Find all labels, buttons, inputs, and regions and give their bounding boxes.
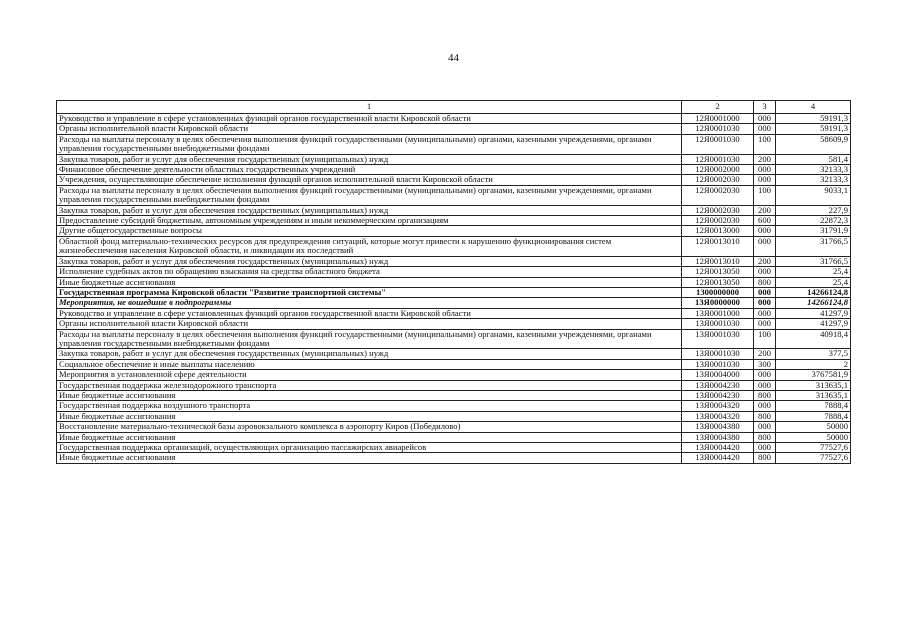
- row-amount-cell: 77527,6: [776, 443, 851, 453]
- row-amount-cell: 22872,3: [776, 216, 851, 226]
- table-row: [57, 175, 851, 185]
- table-row: [57, 349, 851, 359]
- row-name-cell: Предоставление субсидий бюджетным, автономным учреждениям и иным некоммерческим организациям: [57, 216, 682, 226]
- row-amount-cell: 77527,6: [776, 453, 851, 463]
- table-row: [57, 165, 851, 175]
- row-amount-cell: 50000: [776, 422, 851, 432]
- row-name-cell: Руководство и управление в сфере установленных функций органов государственной власти Кировской области: [57, 114, 682, 124]
- row-amount-cell: 59191,3: [776, 114, 851, 124]
- row-amount-cell: 41297,9: [776, 308, 851, 318]
- table-row: [57, 216, 851, 226]
- row-vr-cell: 000: [754, 267, 776, 277]
- row-amount-cell: 313635,1: [776, 380, 851, 390]
- page-number: 44: [448, 52, 459, 64]
- row-name-cell: Социальное обеспечение и иные выплаты населению: [57, 359, 682, 369]
- row-code-cell: 13Я0004320: [682, 401, 754, 411]
- row-amount-cell: 7888,4: [776, 411, 851, 421]
- row-amount-cell: 32133,3: [776, 175, 851, 185]
- row-code-cell: 13Я0001030: [682, 349, 754, 359]
- table-row: [57, 124, 851, 134]
- row-vr-cell: 000: [754, 226, 776, 236]
- row-name-cell: Иные бюджетные ассигнования: [57, 411, 682, 421]
- row-amount-cell: 9033,1: [776, 185, 851, 205]
- row-code-cell: 12Я0013050: [682, 267, 754, 277]
- row-vr-cell: 800: [754, 411, 776, 421]
- row-name-cell: Закупка товаров, работ и услуг для обеспечения государственных (муниципальных) нужд: [57, 256, 682, 266]
- row-code-cell: 12Я0002030: [682, 175, 754, 185]
- row-vr-cell: 000: [754, 401, 776, 411]
- row-name-cell: Расходы на выплаты персоналу в целях обеспечения выполнения функций государственными (муниципальными) органами, казенными учреждениями, органами управления государственными внебюджетными фондами: [57, 185, 682, 205]
- row-amount-cell: 313635,1: [776, 390, 851, 400]
- row-name-cell: Восстановление материально-технической базы аэровокзального комплекса в аэропорту Киров (Победилово): [57, 422, 682, 432]
- row-code-cell: 12Я0013010: [682, 236, 754, 256]
- row-name-cell: Государственная программа Кировской области "Развитие транспортной системы": [57, 287, 682, 297]
- row-code-cell: 12Я0002030: [682, 216, 754, 226]
- header-col-2: 2: [682, 101, 754, 114]
- row-code-cell: 13Я0004230: [682, 390, 754, 400]
- row-name-cell: Исполнение судебных актов по обращению взыскания на средства областного бюджета: [57, 267, 682, 277]
- row-code-cell: 13Я0001030: [682, 329, 754, 349]
- row-name-cell: Руководство и управление в сфере установленных функций органов государственной власти Кировской области: [57, 308, 682, 318]
- row-vr-cell: 000: [754, 287, 776, 297]
- row-vr-cell: 800: [754, 432, 776, 442]
- row-vr-cell: 000: [754, 380, 776, 390]
- row-amount-cell: 31791,9: [776, 226, 851, 236]
- row-vr-cell: 000: [754, 298, 776, 308]
- row-amount-cell: 41297,9: [776, 319, 851, 329]
- row-amount-cell: 59191,3: [776, 124, 851, 134]
- row-code-cell: 12Я0013010: [682, 256, 754, 266]
- row-amount-cell: 31766,5: [776, 256, 851, 266]
- table-row: [57, 205, 851, 215]
- row-code-cell: 12Я0001030: [682, 124, 754, 134]
- table-row: [57, 390, 851, 400]
- header-col-1: 1: [57, 101, 682, 114]
- row-amount-cell: 25,4: [776, 277, 851, 287]
- row-name-cell: Органы исполнительной власти Кировской области: [57, 319, 682, 329]
- row-name-cell: Областной фонд материально-технических ресурсов для предупреждения ситуаций, которые могут привести к нарушению функционирования систем жизнеобеспечения населения Кировской области, и ликвидации их последствий: [57, 236, 682, 256]
- row-vr-cell: 100: [754, 134, 776, 154]
- row-vr-cell: 200: [754, 154, 776, 164]
- header-col-3: 3: [754, 101, 776, 114]
- row-vr-cell: 200: [754, 349, 776, 359]
- row-vr-cell: 000: [754, 124, 776, 134]
- row-code-cell: 13Я0001000: [682, 308, 754, 318]
- row-vr-cell: 000: [754, 308, 776, 318]
- row-code-cell: 12Я0001030: [682, 134, 754, 154]
- table-row: [57, 256, 851, 266]
- table-row: [57, 380, 851, 390]
- row-code-cell: 12Я0002030: [682, 205, 754, 215]
- row-amount-cell: 50000: [776, 432, 851, 442]
- row-name-cell: Иные бюджетные ассигнования: [57, 453, 682, 463]
- row-amount-cell: 58609,9: [776, 134, 851, 154]
- table-row: [57, 236, 851, 256]
- row-amount-cell: 581,4: [776, 154, 851, 164]
- row-vr-cell: 000: [754, 114, 776, 124]
- row-amount-cell: 377,5: [776, 349, 851, 359]
- table-row: [57, 411, 851, 421]
- row-vr-cell: 000: [754, 175, 776, 185]
- row-code-cell: 13Я0004380: [682, 422, 754, 432]
- row-vr-cell: 000: [754, 443, 776, 453]
- row-name-cell: Государственная поддержка организаций, осуществляющих организацию пассажирских авиарейсов: [57, 443, 682, 453]
- row-code-cell: 12Я0002030: [682, 185, 754, 205]
- row-name-cell: Расходы на выплаты персоналу в целях обеспечения выполнения функций государственными (муниципальными) органами, казенными учреждениями, органами управления государственными внебюджетными фондами: [57, 329, 682, 349]
- row-vr-cell: 100: [754, 329, 776, 349]
- row-name-cell: Расходы на выплаты персоналу в целях обеспечения выполнения функций государственными (муниципальными) органами, казенными учреждениями, органами управления государственными внебюджетными фондами: [57, 134, 682, 154]
- row-amount-cell: 31766,5: [776, 236, 851, 256]
- row-vr-cell: 000: [754, 165, 776, 175]
- row-name-cell: Государственная поддержка воздушного транспорта: [57, 401, 682, 411]
- row-code-cell: 13Я0004380: [682, 432, 754, 442]
- row-name-cell: Финансовое обеспечение деятельности областных государственных учреждений: [57, 165, 682, 175]
- row-code-cell: 12Я0013050: [682, 277, 754, 287]
- row-code-cell: 12Я0001030: [682, 154, 754, 164]
- row-amount-cell: 7888,4: [776, 401, 851, 411]
- row-name-cell: Закупка товаров, работ и услуг для обеспечения государственных (муниципальных) нужд: [57, 205, 682, 215]
- row-code-cell: 13Я0004420: [682, 443, 754, 453]
- row-name-cell: Государственная поддержка железнодорожного транспорта: [57, 380, 682, 390]
- table-row: [57, 422, 851, 432]
- row-name-cell: Иные бюджетные ассигнования: [57, 432, 682, 442]
- row-name-cell: Иные бюджетные ассигнования: [57, 390, 682, 400]
- table-row: [57, 359, 851, 369]
- row-amount-cell: 14266124,8: [776, 298, 851, 308]
- row-vr-cell: 000: [754, 236, 776, 256]
- row-vr-cell: 600: [754, 216, 776, 226]
- row-code-cell: 13Я0004000: [682, 370, 754, 380]
- table-row: [57, 287, 851, 297]
- table-row: [57, 453, 851, 463]
- row-name-cell: Учреждения, осуществляющие обеспечение исполнения функций органов исполнительной власти Кировской области: [57, 175, 682, 185]
- row-vr-cell: 000: [754, 370, 776, 380]
- row-amount-cell: 3767581,9: [776, 370, 851, 380]
- table-row: [57, 277, 851, 287]
- header-col-4: 4: [776, 101, 851, 114]
- row-code-cell: 13Я0004230: [682, 380, 754, 390]
- row-vr-cell: 300: [754, 359, 776, 369]
- table-row: [57, 308, 851, 318]
- row-code-cell: 12Я0001000: [682, 114, 754, 124]
- row-vr-cell: 800: [754, 453, 776, 463]
- row-code-cell: 12Я0013000: [682, 226, 754, 236]
- row-code-cell: 13Я0004320: [682, 411, 754, 421]
- table-row: [57, 185, 851, 205]
- row-name-cell: Закупка товаров, работ и услуг для обеспечения государственных (муниципальных) нужд: [57, 154, 682, 164]
- table-body: [57, 101, 851, 464]
- row-code-cell: 1300000000: [682, 287, 754, 297]
- table-row: [57, 114, 851, 124]
- row-code-cell: 13Я0001030: [682, 359, 754, 369]
- table-row: [57, 319, 851, 329]
- row-name-cell: Иные бюджетные ассигнования: [57, 277, 682, 287]
- table-row: [57, 401, 851, 411]
- row-name-cell: Закупка товаров, работ и услуг для обеспечения государственных (муниципальных) нужд: [57, 349, 682, 359]
- table-row: [57, 267, 851, 277]
- table-row: [57, 370, 851, 380]
- row-amount-cell: 40918,4: [776, 329, 851, 349]
- row-amount-cell: 14266124,8: [776, 287, 851, 297]
- row-code-cell: 13Я0000000: [682, 298, 754, 308]
- table-row: [57, 154, 851, 164]
- row-vr-cell: 000: [754, 422, 776, 432]
- row-vr-cell: 200: [754, 205, 776, 215]
- row-code-cell: 13Я0004420: [682, 453, 754, 463]
- row-name-cell: Мероприятия, не вошедшие в подпрограммы: [57, 298, 682, 308]
- table-row: [57, 432, 851, 442]
- row-amount-cell: 2: [776, 359, 851, 369]
- row-name-cell: Органы исполнительной власти Кировской области: [57, 124, 682, 134]
- budget-table: [56, 100, 851, 464]
- row-code-cell: 12Я0002000: [682, 165, 754, 175]
- row-amount-cell: 32133,3: [776, 165, 851, 175]
- row-vr-cell: 200: [754, 256, 776, 266]
- row-vr-cell: 800: [754, 390, 776, 400]
- table-row: [57, 443, 851, 453]
- row-amount-cell: 25,4: [776, 267, 851, 277]
- table-header-row: [57, 101, 851, 114]
- row-name-cell: Мероприятия в установленной сфере деятельности: [57, 370, 682, 380]
- table-row: [57, 226, 851, 236]
- table-row: [57, 134, 851, 154]
- row-code-cell: 13Я0001030: [682, 319, 754, 329]
- row-name-cell: Другие общегосударственные вопросы: [57, 226, 682, 236]
- row-vr-cell: 800: [754, 277, 776, 287]
- table-row: [57, 329, 851, 349]
- row-vr-cell: 100: [754, 185, 776, 205]
- row-amount-cell: 227,9: [776, 205, 851, 215]
- table-row: [57, 298, 851, 308]
- row-vr-cell: 000: [754, 319, 776, 329]
